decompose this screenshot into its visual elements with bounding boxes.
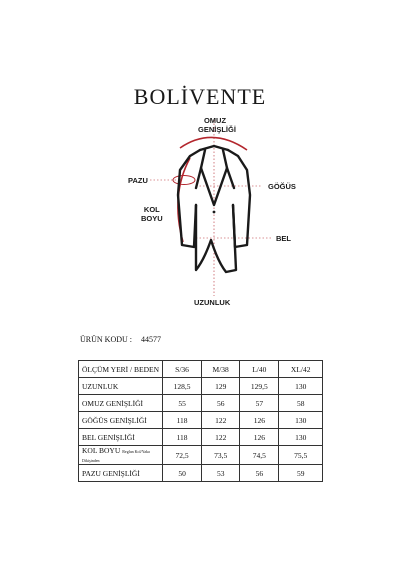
row-name: PAZU GENİŞLİĞİ bbox=[79, 465, 163, 482]
table-row bbox=[79, 429, 323, 446]
table-row bbox=[79, 395, 323, 412]
table-cell: 129,5 bbox=[240, 378, 279, 395]
table-row bbox=[79, 446, 323, 465]
label-uzunluk: UZUNLUK bbox=[194, 298, 231, 307]
table-cell: 130 bbox=[279, 412, 323, 429]
size-table bbox=[78, 360, 323, 482]
header-cell: XL/42 bbox=[279, 361, 323, 378]
label-kol-boyu: KOL BOYU bbox=[141, 205, 163, 223]
table-cell: 130 bbox=[279, 429, 323, 446]
brand-logo: BOLİVENTE bbox=[133, 84, 267, 109]
table-cell: 122 bbox=[202, 412, 240, 429]
table-cell: 72,5 bbox=[163, 446, 202, 465]
label-pazu: PAZU bbox=[128, 176, 148, 185]
product-code-label: ÜRÜN KODU : bbox=[80, 335, 132, 344]
table-cell: 130 bbox=[279, 378, 323, 395]
table-header-row bbox=[79, 361, 323, 378]
coat-button bbox=[213, 211, 216, 214]
table-cell: 75,5 bbox=[279, 446, 323, 465]
product-code bbox=[80, 335, 161, 344]
label-gogus: GÖĞÜS bbox=[268, 182, 296, 191]
bicep-ellipse bbox=[173, 176, 195, 185]
row-note: Reglan Kol/Yaka Dikişinden bbox=[82, 449, 150, 463]
header-cell: M/38 bbox=[202, 361, 240, 378]
table-row bbox=[79, 412, 323, 429]
row-name: BEL GENİŞLİĞİ bbox=[79, 429, 163, 446]
table-row bbox=[79, 378, 323, 395]
table-cell: 122 bbox=[202, 429, 240, 446]
row-name: UZUNLUK bbox=[79, 378, 163, 395]
table-cell: 55 bbox=[163, 395, 202, 412]
header-cell: S/36 bbox=[163, 361, 202, 378]
row-name-text: KOL BOYU bbox=[82, 446, 121, 455]
table-cell: 56 bbox=[240, 465, 279, 482]
table-cell: 129 bbox=[202, 378, 240, 395]
table-cell: 118 bbox=[163, 412, 202, 429]
row-name bbox=[79, 446, 163, 465]
product-code-value: 44577 bbox=[141, 335, 161, 344]
table-cell: 58 bbox=[279, 395, 323, 412]
table-cell: 50 bbox=[163, 465, 202, 482]
table-cell: 59 bbox=[279, 465, 323, 482]
row-name: GÖĞÜS GENİŞLİĞİ bbox=[79, 412, 163, 429]
label-bel: BEL bbox=[276, 234, 291, 243]
header-cell: ÖLÇÜM YERİ / BEDEN bbox=[79, 361, 163, 378]
table-cell: 73,5 bbox=[202, 446, 240, 465]
table-row bbox=[79, 465, 323, 482]
table-cell: 56 bbox=[202, 395, 240, 412]
table-cell: 126 bbox=[240, 429, 279, 446]
label-omuz: OMUZ GENİŞLİĞİ bbox=[198, 116, 236, 134]
table-cell: 118 bbox=[163, 429, 202, 446]
row-name: OMUZ GENİŞLİĞİ bbox=[79, 395, 163, 412]
table-cell: 53 bbox=[202, 465, 240, 482]
table-cell: 128,5 bbox=[163, 378, 202, 395]
table-cell: 74,5 bbox=[240, 446, 279, 465]
table-cell: 57 bbox=[240, 395, 279, 412]
header-cell: L/40 bbox=[240, 361, 279, 378]
table-cell: 126 bbox=[240, 412, 279, 429]
shoulder-arc bbox=[180, 137, 247, 150]
